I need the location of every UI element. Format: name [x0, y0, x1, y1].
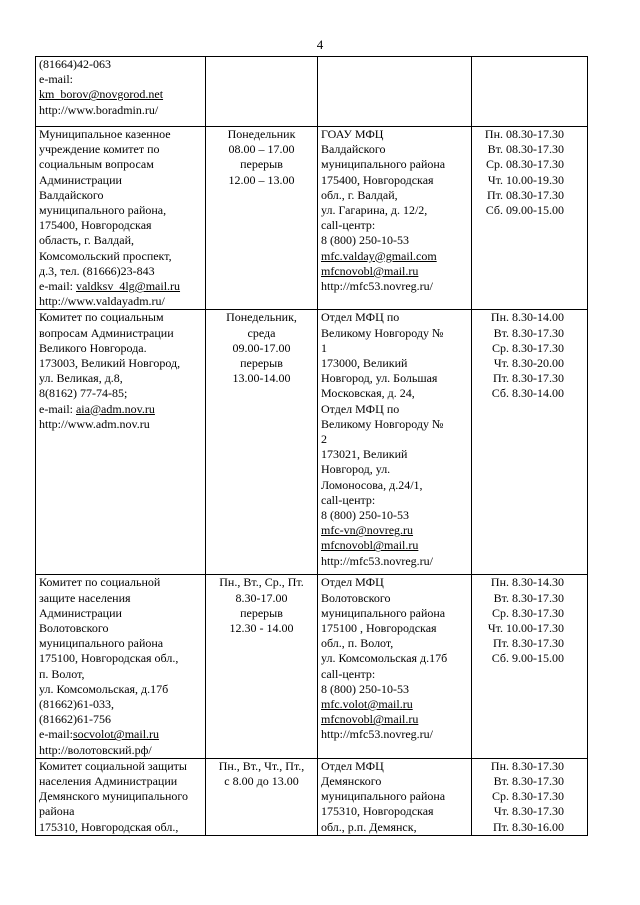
email-link[interactable]: mfc-vn@novreg.ru — [321, 523, 414, 538]
mfc-line: обл., г. Валдай, — [321, 187, 398, 202]
mfc-hours-line: Ср. 08.30-17.30 — [486, 157, 564, 172]
org-line: http://www.boradmin.ru/ — [39, 102, 159, 117]
hours-cell — [206, 310, 318, 575]
mfc-line: http://mfc53.novreg.ru/ — [321, 553, 433, 568]
page-number: 4 — [316, 37, 324, 52]
email-label: e-mail: — [39, 727, 73, 742]
email-label: e-mail: — [39, 401, 76, 416]
org-line: e-mail: — [39, 72, 73, 87]
hours-cell — [206, 575, 318, 758]
mfc-line: ГОАУ МФЦ — [321, 127, 384, 141]
mfc-line: Отдел МФЦ по — [321, 310, 400, 325]
mfc-line: 8 (800) 250-10-53 — [321, 508, 409, 523]
email-link[interactable]: mfcnovobl@mail.ru — [321, 712, 419, 727]
org-cell — [36, 310, 206, 575]
mfc-hours-line: Пн. 8.30-14.00 — [490, 310, 564, 325]
email-link[interactable]: valdksv_4lg@mail.ru — [75, 279, 181, 294]
mfc-line: ул. Комсомольская д.17б — [321, 651, 448, 666]
mfc-line: Новгород, ул. — [321, 462, 391, 477]
org-line — [39, 402, 202, 417]
org-line: (81662)61-033, — [39, 697, 114, 712]
email-link[interactable]: mfc.valday@gmail.com — [321, 248, 437, 263]
mfc-line: 175310, Новгородская — [321, 804, 434, 819]
mfc-line: 1 — [321, 340, 327, 355]
org-line: Валдайского — [39, 187, 104, 202]
org-line: района — [39, 804, 75, 819]
mfc-line: обл., р.п. Демянск, — [321, 819, 417, 834]
mfc-line: call-центр: — [321, 218, 376, 233]
mfc-hours-line: Пт. 8.30-17.30 — [492, 371, 564, 386]
mfc-line: Демянского — [321, 774, 382, 789]
hours-line: Пн., Вт., Ср., Пт. — [219, 575, 304, 590]
hours-line: среда — [247, 325, 276, 340]
mfc-line: Великому Новгороду № — [321, 416, 444, 431]
mfc-line: 173000, Великий — [321, 356, 408, 371]
mfc-line: 8 (800) 250-10-53 — [321, 233, 409, 248]
org-line: социальным вопросам — [39, 157, 154, 172]
mfc-hours-line: Пт. 8.30-17.30 — [492, 636, 564, 651]
mfc-line: call-центр: — [321, 492, 376, 507]
hours-line: перерыв — [240, 157, 283, 172]
hours-line: 13.00-14.00 — [232, 371, 291, 386]
org-line: Демянского муниципального — [39, 789, 189, 804]
mfc-line: http://mfc53.novreg.ru/ — [321, 727, 433, 742]
mfc-line: 175400, Новгородская — [321, 172, 434, 187]
email-link[interactable]: km_borov@novgorod.net — [39, 87, 164, 102]
org-cell — [36, 575, 206, 758]
mfc-cell — [318, 127, 472, 310]
mfc-line: Валдайского — [321, 142, 386, 157]
org-line: Администрации — [39, 605, 122, 620]
mfc-hours-line: Сб. 09.00-15.00 — [485, 203, 564, 218]
org-line: 175310, Новгородская обл., — [39, 819, 179, 834]
org-line: Администрации — [39, 172, 122, 187]
hours-line: с 8.00 до 13.00 — [224, 774, 299, 789]
mfc-hours-line: Пт. 8.30-16.00 — [492, 819, 564, 834]
mfc-hours-cell — [472, 57, 588, 127]
mfc-line: муниципального района — [321, 157, 446, 172]
org-cell — [36, 127, 206, 310]
mfc-line: муниципального района — [321, 789, 446, 804]
org-line: п. Волот, — [39, 666, 85, 681]
mfc-hours-line: Пн. 08.30-17.30 — [484, 127, 564, 141]
org-line: область, г. Валдай, — [39, 233, 135, 248]
org-line — [39, 727, 202, 742]
org-line: учреждение комитет по — [39, 142, 160, 157]
mfc-hours-line: Чт. 10.00-19.30 — [487, 172, 564, 187]
org-line — [39, 279, 202, 294]
org-line: ул. Комсомольская, д.17б — [39, 681, 169, 696]
org-line: 173003, Великий Новгород, — [39, 356, 181, 371]
mfc-hours-cell — [472, 310, 588, 575]
org-line: д.3, тел. (81666)23-843 — [39, 263, 155, 278]
org-line: защите населения — [39, 590, 131, 605]
mfc-hours-line: Ср. 8.30-17.30 — [492, 340, 564, 355]
table-row — [36, 127, 588, 310]
mfc-line: 2 — [321, 432, 327, 447]
org-line: (81664)42-063 — [39, 57, 111, 71]
mfc-hours-line: Ср. 8.30-17.30 — [492, 605, 564, 620]
mfc-line: http://mfc53.novreg.ru/ — [321, 279, 433, 294]
mfc-line: 8 (800) 250-10-53 — [321, 681, 409, 696]
mfc-hours-line: Пн. 8.30-17.30 — [490, 758, 564, 773]
mfc-hours-line: Сб. 9.00-15.00 — [491, 651, 564, 666]
table-row — [36, 758, 588, 835]
org-line: Муниципальное казенное — [39, 127, 171, 141]
mfc-line: обл., п. Волот, — [321, 636, 394, 651]
mfc-line: Отдел МФЦ — [321, 575, 384, 590]
org-line: (81662)61-756 — [39, 712, 111, 727]
org-line: Комитет по социальной — [39, 575, 161, 590]
org-line: http://www.valdayadm.ru/ — [39, 294, 165, 309]
hours-line: 12.00 – 13.00 — [228, 172, 295, 187]
hours-line: перерыв — [240, 356, 283, 371]
mfc-line: муниципального района — [321, 605, 446, 620]
mfc-cell — [318, 575, 472, 758]
table-row — [36, 57, 588, 127]
mfc-hours-line: Пн. 8.30-14.30 — [490, 575, 564, 590]
org-line: ул. Великая, д.8, — [39, 371, 123, 386]
mfc-line: 173021, Великий — [321, 447, 408, 462]
mfc-hours-line: Чт. 8.30-17.30 — [493, 804, 564, 819]
org-cell — [36, 57, 206, 127]
org-line: населения Администрации — [39, 774, 178, 789]
email-link[interactable]: mfcnovobl@mail.ru — [321, 538, 419, 553]
org-line: Великого Новгорода. — [39, 340, 147, 355]
mfc-line: Московская, д. 24, — [321, 386, 415, 401]
email-link[interactable]: mfc.volot@mail.ru — [321, 697, 413, 712]
mfc-cell — [318, 758, 472, 835]
mfc-line: Отдел МФЦ по — [321, 401, 400, 416]
mfc-line: Волотовского — [321, 590, 391, 605]
hours-line: 08.00 – 17.00 — [228, 142, 295, 157]
mfc-hours-line: Вт. 08.30-17.30 — [487, 142, 564, 157]
mfc-line: 175100 , Новгородская — [321, 621, 437, 636]
mfc-line: ул. Гагарина, д. 12/2, — [321, 203, 428, 218]
org-line: Волотовского — [39, 621, 109, 636]
mfc-hours-line: Ср. 8.30-17.30 — [492, 789, 564, 804]
org-line: 175100, Новгородская обл., — [39, 651, 179, 666]
table-body — [36, 57, 588, 836]
table-row — [36, 575, 588, 758]
org-line: вопросам Администрации — [39, 325, 174, 340]
mfc-hours-line: Вт. 8.30-17.30 — [493, 590, 564, 605]
org-line: http://www.adm.nov.ru — [39, 416, 150, 431]
mfc-hours-cell — [472, 758, 588, 835]
hours-line: Пн., Вт., Чт., Пт., — [218, 758, 305, 773]
hours-line: 12.30 - 14.00 — [229, 621, 294, 636]
mfc-hours-line: Сб. 8.30-14.00 — [491, 386, 564, 401]
mfc-hours-line: Пт. 08.30-17.30 — [486, 187, 564, 202]
org-line: муниципального района — [39, 636, 164, 651]
mfc-line: Ломоносова, д.24/1, — [321, 477, 423, 492]
org-line: муниципального района, — [39, 203, 167, 218]
org-line: http://волотовский.рф/ — [39, 742, 152, 757]
email-link[interactable]: socvolot@mail.ru — [72, 727, 160, 742]
hours-cell — [206, 127, 318, 310]
mfc-hours-line: Вт. 8.30-17.30 — [493, 325, 564, 340]
mfc-hours-line: Чт. 10.00-17.30 — [487, 621, 564, 636]
email-link[interactable]: mfcnovobl@mail.ru — [321, 263, 419, 278]
org-line: 175400, Новгородская — [39, 218, 152, 233]
mfc-line: Великому Новгороду № — [321, 325, 444, 340]
org-line: Комитет социальной защиты — [39, 758, 187, 773]
mfc-line: Новгород, ул. Большая — [321, 371, 438, 386]
org-line: Комсомольский проспект, — [39, 248, 172, 263]
hours-line: 09.00-17.00 — [232, 340, 291, 355]
hours-line: Понедельник, — [226, 310, 297, 325]
org-cell — [36, 758, 206, 835]
email-label: e-mail: — [39, 279, 76, 294]
table-row — [36, 310, 588, 575]
org-line: 8(8162) 77-74-85; — [39, 386, 128, 401]
org-line: Комитет по социальным — [39, 310, 164, 325]
mfc-hours-line: Чт. 8.30-20.00 — [493, 356, 564, 371]
hours-cell — [206, 758, 318, 835]
email-link[interactable]: aia@adm.nov.ru — [75, 401, 155, 416]
mfc-hours-cell — [472, 575, 588, 758]
mfc-cell — [318, 310, 472, 575]
contacts-table — [35, 56, 588, 836]
hours-line: Понедельник — [227, 127, 296, 141]
hours-line: 8.30-17.00 — [235, 590, 288, 605]
mfc-cell — [318, 57, 472, 127]
hours-cell — [206, 57, 318, 127]
mfc-hours-cell — [472, 127, 588, 310]
hours-line: перерыв — [240, 605, 283, 620]
mfc-line: call-центр: — [321, 666, 376, 681]
mfc-line: Отдел МФЦ — [321, 758, 384, 773]
mfc-hours-line: Вт. 8.30-17.30 — [493, 774, 564, 789]
